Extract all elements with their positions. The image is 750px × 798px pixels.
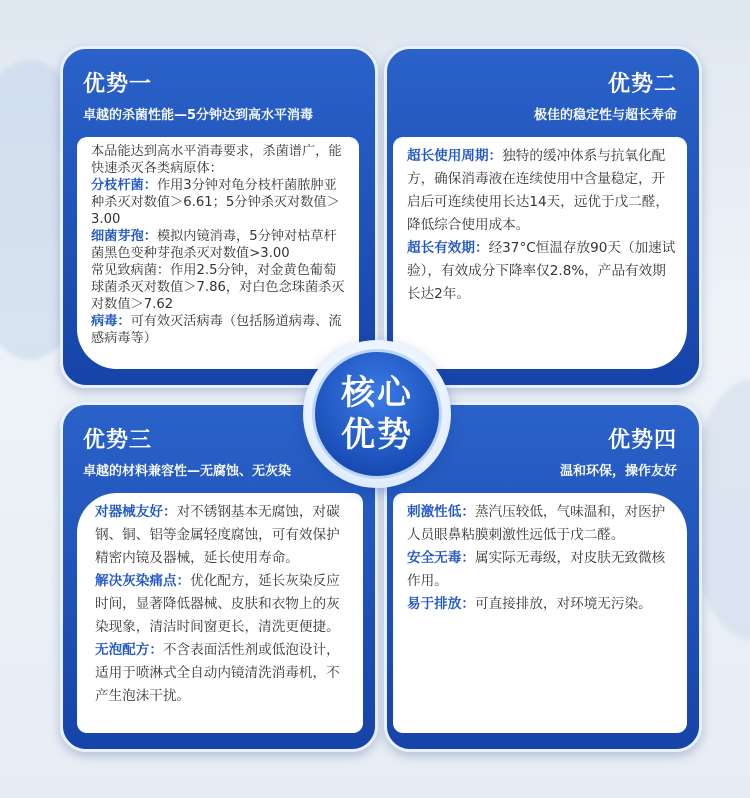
card-title: 优势一 — [83, 72, 153, 97]
card-content-box — [77, 137, 359, 369]
keyword: 安全无毒： — [407, 550, 475, 566]
list-item: 安全无毒：属实际无毒级，对皮肤无致微核作用。 — [407, 550, 666, 589]
badge-inner — [312, 349, 442, 479]
list-item: 对器械友好：对不锈钢基本无腐蚀，对碳钢、铜、铝等金属轻度腐蚀，可有效保护精密内镜及器械，延长使用寿命。 — [95, 504, 340, 566]
card-title: 优势二 — [607, 72, 677, 97]
keyword: 超长有效期： — [407, 240, 489, 256]
card-content-box — [393, 137, 687, 369]
intro-text: 本品能达到高水平消毒要求，杀菌谱广，能快速杀灭各类病原体： — [91, 144, 342, 176]
list-item: 解决灰染痛点：优化配方，延长灰染反应时间，显著降低器械、皮肤和衣物上的灰染现象，清洁时间窗更长，清洗更便捷。 — [95, 573, 340, 635]
keyword: 解决灰染痛点： — [95, 573, 191, 589]
keyword: 分枝杆菌： — [91, 178, 157, 193]
keyword: 无泡配方： — [95, 642, 163, 658]
keyword: 易于排放： — [407, 596, 475, 612]
card-title: 优势四 — [607, 428, 677, 453]
keyword: 超长使用周期： — [407, 148, 503, 164]
list-item: 病毒：可有效灭活病毒（包括肠道病毒、流感病毒等） — [91, 314, 342, 346]
list-item: 常见致病菌：作用2.5分钟，对金黄色葡萄球菌杀灭对数值＞7.86，对白色念珠菌杀灭对数值＞7.62 — [91, 263, 345, 312]
list-item: 分枝杆菌：作用3分钟对龟分枝杆菌脓肿亚种杀灭对数值＞6.61；5分钟杀灭对数值＞3.00 — [91, 178, 340, 227]
card-subtitle: 温和环保，操作友好 — [559, 464, 677, 479]
list-item: 超长使用周期：独特的缓冲体系与抗氧化配方，确保消毒液在连续使用中含量稳定，开启后可连续使用长达14天，远优于戊二醛，降低综合使用成本。 — [407, 148, 669, 233]
list-item: 无泡配方：不含表面活性剂或低泡设计，适用于喷淋式全自动内镜清洗消毒机，不产生泡沫干扰。 — [95, 642, 340, 704]
keyword: 细菌芽孢： — [91, 229, 157, 244]
badge-text-line-1: 核心 — [341, 373, 413, 413]
list-item: 超长有效期：经37°C恒温存放90天（加速试验），有效成分下降率仅2.8%，产品有效期长达2年。 — [407, 240, 676, 302]
advantage-card-2 — [384, 46, 702, 388]
advantage-card-1 — [60, 46, 378, 388]
list-item: 细菌芽孢：模拟内镜消毒，5分钟对枯草杆菌黑色变种芽孢杀灭对数值>3.00 — [91, 229, 337, 261]
card-title: 优势三 — [83, 428, 153, 453]
card-content-box — [393, 493, 687, 733]
card-content-box — [77, 493, 363, 733]
card-subtitle: 卓越的杀菌性能—5分钟达到高水平消毒 — [83, 108, 314, 123]
card-subtitle: 卓越的材料兼容性—无腐蚀、无灰染 — [83, 464, 292, 479]
core-advantage-badge — [303, 340, 451, 488]
keyword: 对器械友好： — [95, 504, 177, 520]
badge-text-line-2: 优势 — [341, 415, 413, 455]
card-subtitle: 极佳的稳定性与超长寿命 — [533, 108, 677, 123]
list-item: 易于排放：可直接排放，对环境无污染。 — [407, 596, 652, 612]
keyword: 病毒： — [91, 314, 131, 329]
list-item: 刺激性低：蒸汽压较低，气味温和，对医护人员眼鼻粘膜刺激性远低于戊二醛。 — [407, 504, 666, 543]
keyword: 刺激性低： — [407, 504, 475, 520]
